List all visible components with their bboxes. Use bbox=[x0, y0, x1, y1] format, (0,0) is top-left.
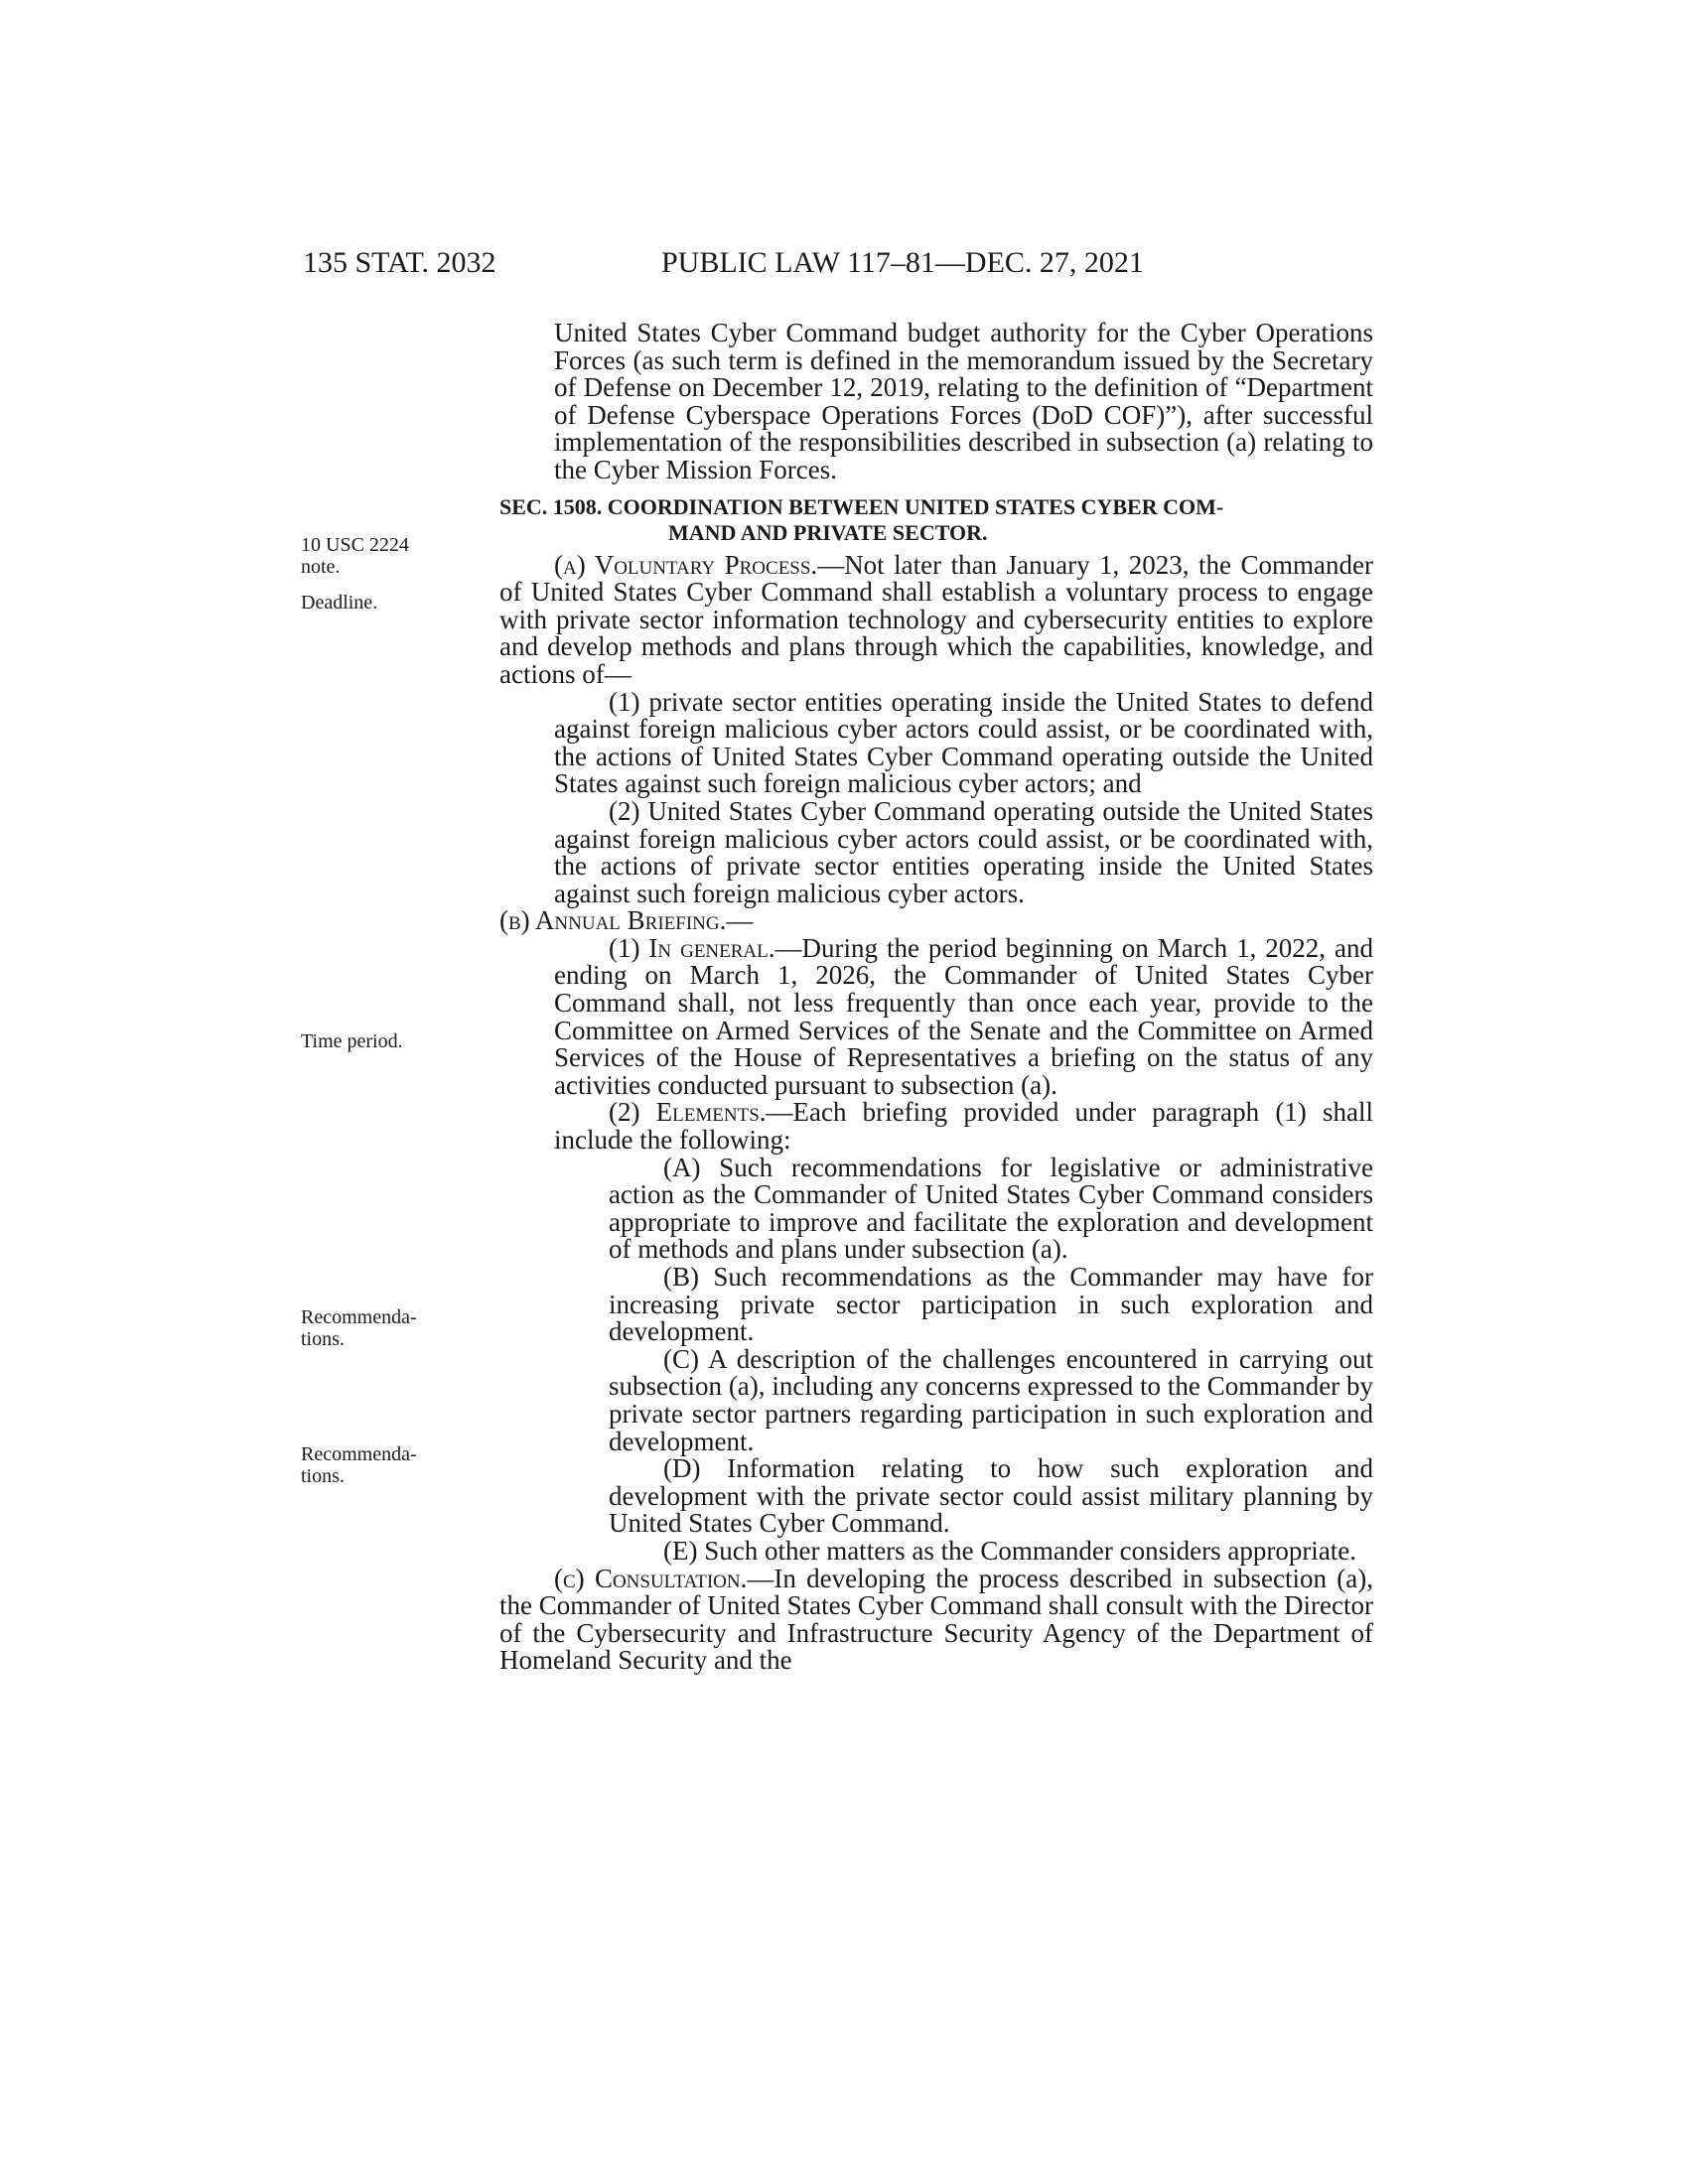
subsection-a: (a) Voluntary Process.—Not later than January 1, 2023, the Commander of United States Cyber Command shall establish a voluntary process to engage with private sector information technology and cybersecurity entities to explore and develop methods and plans through which the capabilities, knowledge, and actions of— bbox=[499, 549, 1373, 689]
subsection-b-2-B: (B) Such recommendations as the Commander may have for increasing private sector participation in such exploration and development. bbox=[609, 1262, 1373, 1347]
subsection-b-heading: (b) Annual Briefing.— bbox=[499, 905, 754, 936]
public-law-title: PUBLIC LAW 117–81—DEC. 27, 2021 bbox=[661, 246, 1144, 279]
subsection-b-2-A: (A) Such recommendations for legislative or administrative action as the Commander of United States Cyber Command considers appropriate to improve and facilitate the exploration and development of methods and plans under subsection (a). bbox=[609, 1152, 1373, 1265]
statute-page-number: 135 STAT. 2032 bbox=[303, 246, 496, 279]
subsection-b-1: (1) In general.—During the period beginning on March 1, 2022, and ending on March 1, 2026, the Commander of United States Cyber Command shall, not less frequently than once each year, provide to the Committee on Armed Services of the Senate and the Committee on Armed Services of the House of Representatives a briefing on the status of any activities conducted pursuant to subsection (a). bbox=[554, 932, 1373, 1100]
subsection-b-2-E: (E) Such other matters as the Commander considers appropriate. bbox=[663, 1535, 1357, 1566]
margin-note-usc: 10 USC 2224 note. bbox=[301, 534, 409, 578]
subsection-a-1: (1) private sector entities operating inside the United States to defend against foreign malicious cyber actors could assist, or be coordinated with, the actions of United States Cyber Command operating outside the United States against such foreign malicious cyber actors; and bbox=[554, 686, 1373, 799]
subsection-b-2: (2) Elements.—Each briefing provided under paragraph (1) shall include the following: bbox=[554, 1097, 1373, 1156]
statute-body bbox=[499, 320, 1373, 1675]
margin-note-recommendations-2: Recommenda- tions. bbox=[301, 1443, 417, 1487]
subsection-b-2-C: (C) A description of the challenges encountered in carrying out subsection (a), including any concerns expressed to the Commander by private sector partners regarding participation in such exploration and development. bbox=[609, 1343, 1373, 1456]
margin-note-recommendations-1: Recommenda- tions. bbox=[301, 1306, 417, 1350]
subsection-a-2: (2) United States Cyber Command operating outside the United States against foreign malicious cyber actors could assist, or be coordinated with, the actions of private sector entities operating inside the United States against such foreign malicious cyber actors. bbox=[554, 795, 1373, 908]
margin-note-time-period: Time period. bbox=[301, 1030, 403, 1052]
section-heading: SEC. 1508. COORDINATION BETWEEN UNITED STATES CYBER COM- MAND AND PRIVATE SECTOR. bbox=[499, 493, 1224, 545]
carryover-paragraph: United States Cyber Command budget authority for the Cyber Operations Forces (as such term is defined in the memorandum issued by the Secretary of Defense on December 12, 2019, relating to the definition of “Department of Defense Cyberspace Operations Forces (DoD COF)”), after successful implementation of the responsibilities described in subsection (a) relating to the Cyber Mission Forces. bbox=[554, 318, 1373, 484]
subsection-c: (c) Consultation.—In developing the process described in subsection (a), the Commander of United States Cyber Command shall consult with the Director of the Cybersecurity and Infrastructure Security Agency of the Department of Homeland Security and the bbox=[499, 1563, 1373, 1676]
subsection-b-2-D: (D) Information relating to how such exploration and development with the private sector could assist military planning by United States Cyber Command. bbox=[609, 1453, 1373, 1539]
margin-note-deadline: Deadline. bbox=[301, 592, 378, 614]
page-header bbox=[0, 246, 1688, 290]
